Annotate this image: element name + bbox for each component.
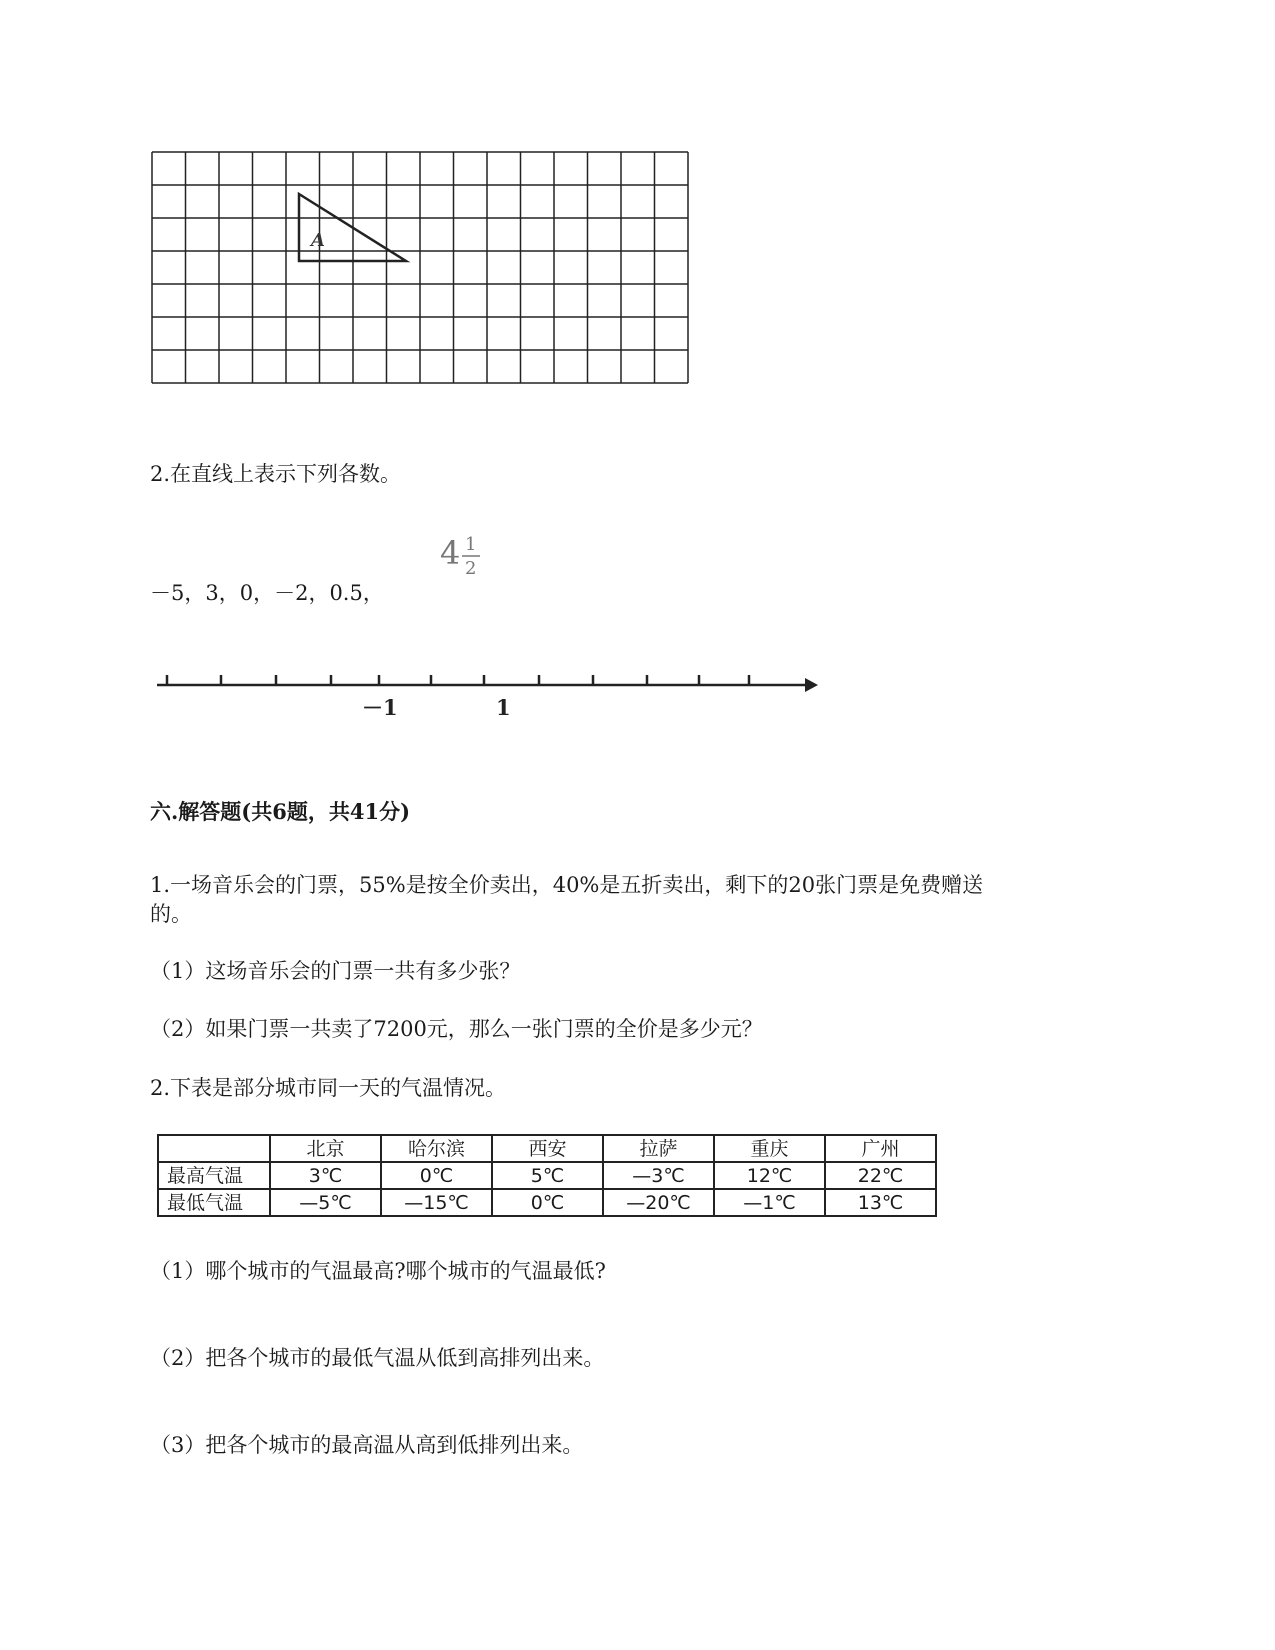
table-row-header: 最高气温 <box>158 1162 270 1189</box>
temperature-table <box>157 1134 937 1217</box>
table-cell: —15℃ <box>381 1189 492 1216</box>
table-cell: 13℃ <box>825 1189 936 1216</box>
question-2-numbers: －5，3，0，－2，0.5， <box>150 581 384 605</box>
fraction-numerator: 1 <box>465 534 477 555</box>
table-row <box>158 1189 936 1216</box>
axis-label-pos1: 1 <box>496 695 511 720</box>
table-cell: 3℃ <box>270 1162 381 1189</box>
number-line-ticks <box>167 675 749 685</box>
table-cell: 12℃ <box>714 1162 825 1189</box>
table-header-cell: 广州 <box>825 1135 936 1162</box>
table-cell: —3℃ <box>603 1162 714 1189</box>
table-header-row <box>158 1135 936 1162</box>
number-line-arrow <box>805 678 818 692</box>
table-cell: 22℃ <box>825 1162 936 1189</box>
problem-1-line2: 的。 <box>150 902 192 926</box>
table-corner-cell <box>158 1135 270 1162</box>
grid-lines <box>152 152 688 383</box>
table-cell: 5℃ <box>492 1162 603 1189</box>
table-row-header: 最低气温 <box>158 1189 270 1216</box>
table-row <box>158 1162 936 1189</box>
problem-2-sub2: （2）把各个城市的最低气温从低到高排列出来。 <box>150 1346 605 1370</box>
section-heading: 六.解答题(共6题，共41分) <box>150 799 411 824</box>
table-cell: 0℃ <box>492 1189 603 1216</box>
mixed-fraction <box>440 528 500 588</box>
table-header-cell: 哈尔滨 <box>381 1135 492 1162</box>
table-cell: —5℃ <box>270 1189 381 1216</box>
problem-2-intro: 2.下表是部分城市同一天的气温情况。 <box>150 1076 507 1100</box>
question-2-prompt: 2.在直线上表示下列各数。 <box>150 462 402 486</box>
problem-1-sub1: （1）这场音乐会的门票一共有多少张？ <box>150 959 521 983</box>
fraction-denominator: 2 <box>465 558 477 579</box>
table-cell: 0℃ <box>381 1162 492 1189</box>
triangle-label: A <box>311 230 325 251</box>
fraction-whole: 4 <box>440 534 461 572</box>
table-header-cell: 北京 <box>270 1135 381 1162</box>
grid-figure <box>150 150 730 400</box>
table-header-cell: 重庆 <box>714 1135 825 1162</box>
problem-1-line1: 1.一场音乐会的门票，55%是按全价卖出，40%是五折卖出，剩下的20张门票是免费赠送 <box>150 873 984 897</box>
number-line <box>150 665 830 725</box>
problem-1-sub2: （2）如果门票一共卖了7200元，那么一张门票的全价是多少元？ <box>150 1017 763 1041</box>
table-header-cell: 拉萨 <box>603 1135 714 1162</box>
table-cell: —1℃ <box>714 1189 825 1216</box>
table-header-cell: 西安 <box>492 1135 603 1162</box>
problem-2-sub1: （1）哪个城市的气温最高?哪个城市的气温最低? <box>150 1259 606 1283</box>
problem-2-sub3: （3）把各个城市的最高温从高到低排列出来。 <box>150 1433 584 1457</box>
axis-label-neg1: －1 <box>362 695 398 720</box>
table-cell: —20℃ <box>603 1189 714 1216</box>
